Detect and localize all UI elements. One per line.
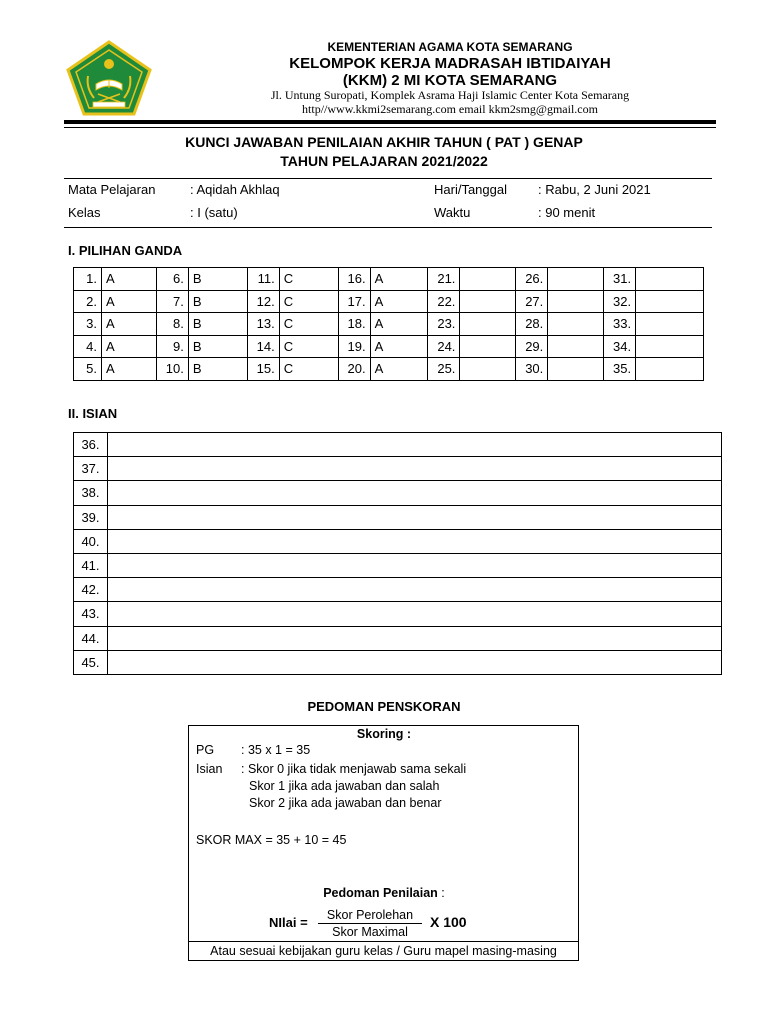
question-number: 40. <box>74 529 108 553</box>
subject-value: : Aqidah Akhlaq <box>190 182 280 197</box>
answer-cell <box>108 457 722 481</box>
table-row <box>74 602 722 626</box>
question-number: 11. <box>247 268 279 291</box>
question-number: 8. <box>156 313 188 336</box>
question-number: 19. <box>338 335 370 358</box>
answer-cell <box>108 529 722 553</box>
question-number: 24. <box>428 335 460 358</box>
isian-score-line1: : Skor 0 jika tidak menjawab sama sekali <box>241 762 467 776</box>
answer-cell <box>548 290 604 313</box>
answer-cell <box>108 626 722 650</box>
answer-cell <box>548 268 604 291</box>
subject-label: Mata Pelajaran <box>68 182 156 197</box>
answer-cell <box>636 358 704 381</box>
question-number: 1. <box>74 268 102 291</box>
answer-cell: A <box>370 268 428 291</box>
question-number: 12. <box>247 290 279 313</box>
answer-cell <box>460 313 516 336</box>
question-number: 38. <box>74 481 108 505</box>
table-row <box>74 358 704 381</box>
table-row <box>74 313 704 336</box>
answer-cell: A <box>101 358 156 381</box>
answer-cell <box>460 290 516 313</box>
time-label: Waktu <box>434 205 471 220</box>
question-number: 30. <box>516 358 548 381</box>
question-number: 7. <box>156 290 188 313</box>
grade-formula-label: NIlai = <box>269 915 308 930</box>
fraction-bar <box>318 923 422 924</box>
answer-cell <box>636 290 704 313</box>
question-number: 14. <box>247 335 279 358</box>
pg-answer-table <box>73 267 704 381</box>
question-number: 27. <box>516 290 548 313</box>
question-number: 25. <box>428 358 460 381</box>
scoring-box-title: Skoring : <box>356 727 412 741</box>
answer-cell: B <box>188 335 247 358</box>
pg-score-label: PG <box>196 743 215 757</box>
class-label: Kelas <box>68 205 101 220</box>
answer-cell: A <box>101 313 156 336</box>
header-ministry: KEMENTERIAN AGAMA KOTA SEMARANG <box>327 40 573 54</box>
question-number: 21. <box>428 268 460 291</box>
isian-answer-table <box>73 432 722 675</box>
answer-cell: B <box>188 358 247 381</box>
answer-cell: C <box>279 313 338 336</box>
fraction-numerator: Skor Perolehan <box>326 908 414 922</box>
table-row <box>74 650 722 674</box>
time-value: : 90 menit <box>538 205 596 220</box>
question-number: 16. <box>338 268 370 291</box>
question-number: 33. <box>604 313 636 336</box>
answer-cell: A <box>370 358 428 381</box>
question-number: 45. <box>74 650 108 674</box>
answer-cell <box>108 578 722 602</box>
question-number: 9. <box>156 335 188 358</box>
question-number: 23. <box>428 313 460 336</box>
day-value: : Rabu, 2 Juni 2021 <box>538 182 651 197</box>
fraction-denominator: Skor Maximal <box>332 925 408 939</box>
question-number: 41. <box>74 553 108 577</box>
question-number: 42. <box>74 578 108 602</box>
grading-guide-label: Pedoman Penilaian <box>323 886 438 900</box>
info-divider-top <box>64 178 712 179</box>
document-title: KUNCI JAWABAN PENILAIAN AKHIR TAHUN ( PAT ) GENAP <box>185 134 583 150</box>
question-number: 29. <box>516 335 548 358</box>
table-row <box>74 481 722 505</box>
table-row <box>74 433 722 457</box>
grading-guide-colon: : <box>437 886 445 900</box>
question-number: 36. <box>74 433 108 457</box>
question-number: 4. <box>74 335 102 358</box>
question-number: 32. <box>604 290 636 313</box>
answer-cell: A <box>370 335 428 358</box>
question-number: 28. <box>516 313 548 336</box>
answer-cell <box>636 313 704 336</box>
question-number: 22. <box>428 290 460 313</box>
question-number: 15. <box>247 358 279 381</box>
answer-cell <box>108 650 722 674</box>
question-number: 35. <box>604 358 636 381</box>
question-number: 20. <box>338 358 370 381</box>
question-number: 37. <box>74 457 108 481</box>
answer-cell: C <box>279 290 338 313</box>
answer-cell <box>636 335 704 358</box>
answer-cell: B <box>188 290 247 313</box>
answer-cell <box>108 433 722 457</box>
question-number: 31. <box>604 268 636 291</box>
answer-cell <box>460 268 516 291</box>
max-score: SKOR MAX = 35 + 10 = 45 <box>196 833 347 847</box>
header-kkm: (KKM) 2 MI KOTA SEMARANG <box>342 72 558 89</box>
header-organization: KELOMPOK KERJA MADRASAH IBTIDAIYAH <box>289 55 611 72</box>
table-row <box>74 529 722 553</box>
table-row <box>74 268 704 291</box>
question-number: 13. <box>247 313 279 336</box>
table-row <box>74 335 704 358</box>
question-number: 44. <box>74 626 108 650</box>
question-number: 43. <box>74 602 108 626</box>
header-divider-thick <box>64 120 716 124</box>
answer-cell <box>460 358 516 381</box>
scoring-footer-note: Atau sesuai kebijakan guru kelas / Guru mapel masing-masing <box>210 944 557 958</box>
grading-guide-heading <box>0 886 768 900</box>
answer-cell <box>548 358 604 381</box>
answer-cell: A <box>101 290 156 313</box>
answer-cell <box>548 313 604 336</box>
document-subtitle: TAHUN PELAJARAN 2021/2022 <box>280 153 488 169</box>
question-number: 5. <box>74 358 102 381</box>
answer-cell: B <box>188 268 247 291</box>
day-label: Hari/Tanggal <box>434 182 507 197</box>
answer-cell <box>108 553 722 577</box>
isian-score-label: Isian <box>196 762 223 776</box>
kemenag-emblem-icon <box>66 40 152 116</box>
isian-score-line2: Skor 1 jika ada jawaban dan salah <box>249 779 440 793</box>
table-row <box>74 290 704 313</box>
info-divider-bottom <box>64 227 712 228</box>
pg-score-value: : 35 x 1 = 35 <box>241 743 311 757</box>
answer-cell <box>108 505 722 529</box>
answer-cell <box>460 335 516 358</box>
answer-cell <box>636 268 704 291</box>
answer-cell: C <box>279 335 338 358</box>
question-number: 17. <box>338 290 370 313</box>
question-number: 26. <box>516 268 548 291</box>
answer-cell: C <box>279 358 338 381</box>
header-divider-thin <box>64 127 716 128</box>
question-number: 6. <box>156 268 188 291</box>
pg-heading: I. PILIHAN GANDA <box>68 243 183 258</box>
question-number: 34. <box>604 335 636 358</box>
header-contact: http//www.kkmi2semarang.com email kkm2smg@gmail.com <box>302 102 598 116</box>
table-row <box>74 457 722 481</box>
question-number: 3. <box>74 313 102 336</box>
scoring-footer-divider <box>188 941 579 942</box>
answer-cell: A <box>370 290 428 313</box>
scoring-guide-title: PEDOMAN PENSKORAN <box>307 699 461 714</box>
question-number: 10. <box>156 358 188 381</box>
answer-cell <box>108 602 722 626</box>
isian-score-line3: Skor 2 jika ada jawaban dan benar <box>249 796 442 810</box>
grade-multiplier: X 100 <box>430 914 467 930</box>
table-row <box>74 553 722 577</box>
question-number: 18. <box>338 313 370 336</box>
answer-cell: C <box>279 268 338 291</box>
isian-heading: II. ISIAN <box>68 406 118 421</box>
answer-cell: A <box>101 268 156 291</box>
answer-cell: A <box>101 335 156 358</box>
answer-cell <box>108 481 722 505</box>
answer-cell: A <box>370 313 428 336</box>
table-row <box>74 578 722 602</box>
answer-cell <box>548 335 604 358</box>
answer-cell: B <box>188 313 247 336</box>
header-address: Jl. Untung Suropati, Komplek Asrama Haji Islamic Center Kota Semarang <box>270 88 630 102</box>
grade-fraction <box>318 908 422 939</box>
class-value: : I (satu) <box>190 205 238 220</box>
table-row <box>74 626 722 650</box>
table-row <box>74 505 722 529</box>
question-number: 39. <box>74 505 108 529</box>
question-number: 2. <box>74 290 102 313</box>
